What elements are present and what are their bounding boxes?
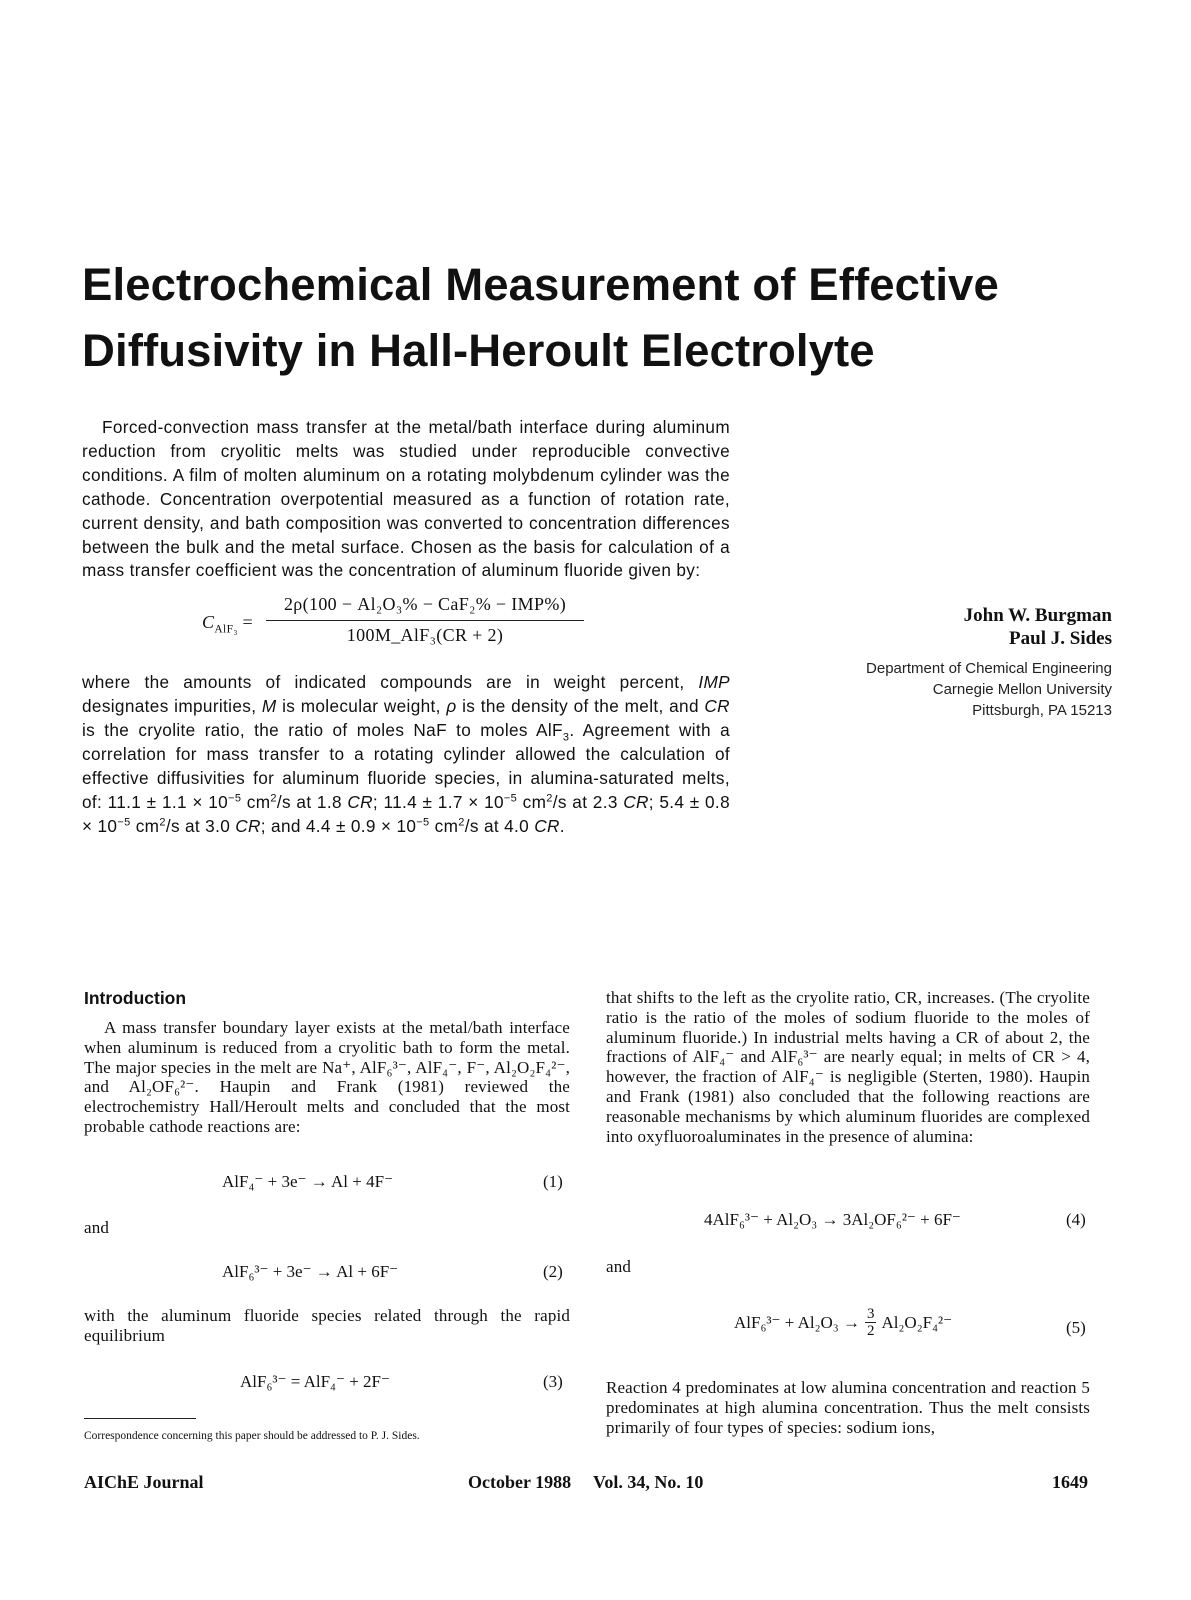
abstract-equation (82, 583, 730, 671)
author-name-1: John W. Burgman (963, 605, 1112, 626)
abstract-paragraph-2: where the amounts of indicated compounds are in weight percent, IMP designates impurities, M is molecular weight, ρ is the density of the melt, and CR is the cryolite ratio, the ratio of moles NaF to moles AlF$_3$. Agreement with a correlation for mass transfer to a rotating cylinder allowed the calculation of effective diffusivities for aluminum fluoride species, in alumina-saturated melts, of: $11.1 \pm 1.1 \times 10^{-5}$ $cm^2/s$ at 1.8 CR; $11.4 \pm 1.7 \times 10^{-5}$ $cm^2/s$ at 2.3 CR; $5.4 \pm 0.8 \times 10^{-5}$ $cm^2/s$ at 3.0 CR; and $4.4 \pm 0.9 \times 10^{-5}$ $cm^2/s$ at 4.0 CR. (82, 672, 730, 836)
right-column-paragraph-1: that shifts to the left as the cryolite ratio, CR, increases. (The cryolite ratio is the ratio of the moles of sodium fluoride to the moles of aluminum fluoride.) In industrial melts having a CR of about 2, the fractions of AlF₄⁻ and AlF₆³⁻ are nearly equal; in melts of CR > 4, however, the fraction of AlF₄⁻ is negligible (Sterten, 1980). Haupin and Frank (1981) also concluded that the following reactions are reasonable mechanisms by which aluminum fluorides are complexed into oxyfluoroaluminates in the presence of alumina: (606, 988, 1090, 1146)
introduction-paragraph-2: with the aluminum fluoride species related through the rapid equilibrium (84, 1306, 570, 1345)
footer-date: October 1988 (468, 1472, 572, 1492)
equation-4: 4AlF₆³⁻ + Al₂O₃ → 3Al₂OF₆²⁻ + 6F⁻ (704, 1210, 961, 1229)
equation-1-number: (1) (543, 1172, 563, 1191)
equation-5-fraction: 3 2 (866, 1306, 875, 1339)
equation-denominator: 100M_AlF₃(CR + 2) (346, 625, 504, 646)
footnote-rule (84, 1418, 196, 1419)
right-column-paragraph-2: Reaction 4 predominates at low alumina concentration and reaction 5 predominates at high alumina concentration. Thus the melt consists primarily of four types of species: sodium ions, (606, 1378, 1090, 1437)
equation-lhs: $C_{AlF_3}$ = (202, 612, 254, 636)
footer-volume: Vol. 34, No. 10 (593, 1472, 704, 1492)
equation-5-right: Al₂O₂F₄²⁻ (881, 1312, 953, 1332)
equation-5 (734, 1306, 952, 1339)
title-line-2: Diffusivity in Hall-Heroult Electrolyte (82, 325, 875, 376)
affiliation-university: Carnegie Mellon University (932, 681, 1112, 698)
introduction-heading: Introduction (84, 988, 187, 1008)
author-block (820, 604, 1112, 721)
equation-numerator: 2ρ(100 − Al₂O₃% − CaF₂% − IMP%) (266, 593, 584, 621)
equation-5-left: AlF₆³⁻ + Al₂O₃ → (734, 1312, 860, 1332)
author-name-2: Paul J. Sides (1009, 628, 1112, 649)
equation-2-number: (2) (543, 1262, 563, 1281)
and-connector-2: and (606, 1257, 631, 1276)
and-connector-1: and (84, 1218, 109, 1237)
equation-fraction (266, 593, 584, 648)
introduction-paragraph-1: A mass transfer boundary layer exists at the metal/bath interface when aluminum is reduced from a cryolitic bath to form the metal. The major species in the melt are Na⁺, AlF₆³⁻, AlF₄⁻, F⁻, Al₂O₂F₄²⁻, and Al₂OF₆²⁻. Haupin and Frank (1981) reviewed the electrochemistry Hall/Heroult melts and concluded that the most probable cathode reactions are: (84, 1018, 570, 1136)
equation-2: AlF₆³⁻ + 3e⁻ → Al + 6F⁻ (222, 1262, 399, 1281)
equation-1: AlF₄⁻ + 3e⁻ → Al + 4F⁻ (222, 1172, 394, 1191)
footer-page-number: 1649 (1052, 1472, 1088, 1492)
footer-journal: AIChE Journal (84, 1472, 204, 1492)
equation-4-number: (4) (1066, 1210, 1086, 1229)
title-line-1: Electrochemical Measurement of Effective (82, 259, 999, 310)
affiliation-city: Pittsburgh, PA 15213 (972, 702, 1112, 719)
equation-3: AlF₆³⁻ = AlF₄⁻ + 2F⁻ (240, 1372, 390, 1391)
abstract (82, 416, 730, 839)
equation-3-number: (3) (543, 1372, 563, 1391)
affiliation-department: Department of Chemical Engineering (866, 660, 1112, 677)
abstract-paragraph-1: Forced-convection mass transfer at the metal/bath interface during aluminum reduction from cryolitic melts was studied under reproducible convective conditions. A film of molten aluminum on a rotating molybdenum cylinder was the cathode. Concentration overpotential measured as a function of rotation rate, current density, and bath composition was converted to concentration differences between the bulk and the metal surface. Chosen as the basis for calculation of a mass transfer coefficient was the concentration of aluminum fluoride given by: (82, 417, 730, 581)
footnote: Correspondence concerning this paper should be addressed to P. J. Sides. (84, 1430, 420, 1442)
equation-5-number: (5) (1066, 1318, 1086, 1337)
paper-title (82, 252, 1082, 384)
